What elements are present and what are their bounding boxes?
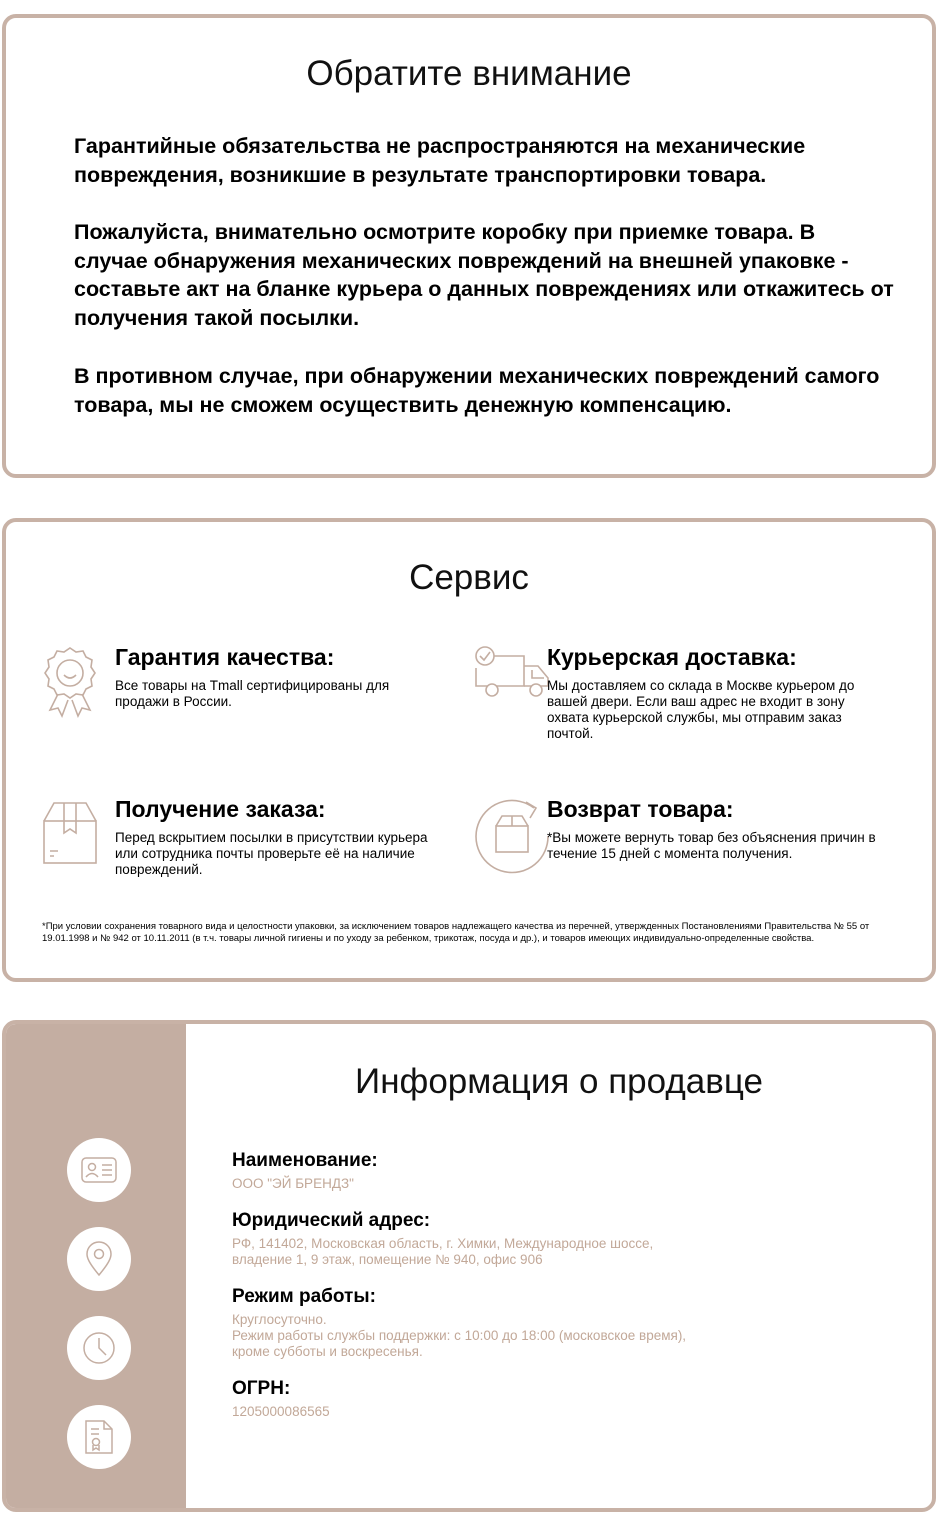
location-pin-icon — [67, 1227, 131, 1291]
delivery-truck-icon — [472, 644, 552, 704]
working-hours-label: Режим работы: — [232, 1286, 376, 1307]
ogrn-label: ОГРН: — [232, 1378, 291, 1399]
id-card-icon — [67, 1138, 131, 1202]
working-hours-value: Круглосуточно. Режим работы службы поддержки: с 10:00 до 18:00 (московское время), кроме субботы и воскресенья. — [232, 1312, 687, 1359]
seller-title: Информация о продавце — [355, 1062, 763, 1101]
attention-paragraph: В противном случае, при обнаружении механических повреждений самого товара, мы не сможем осуществить денежную компенсацию. — [74, 364, 880, 417]
seller-name-value: ООО "ЭЙ БРЕНДЗ" — [232, 1176, 354, 1191]
attention-paragraph: Пожалуйста, внимательно осмотрите коробку при приемке товара. В случае обнаружения механических повреждений на внешней упаковке - составьте акт на бланке курьера о данных повреждениях или откажитесь от получения такой посылки. — [74, 220, 894, 330]
service-title: Сервис — [409, 558, 529, 597]
seller-card — [2, 1020, 936, 1512]
package-box-icon — [40, 796, 100, 872]
service-footnote: *При условии сохранения товарного вида и целостности упаковки, за исключением товаров надлежащего качества из перечней, утвержденных Постановлениями Правительства № 55 от 19.01.1998 и № 942 от 10.11.2011 (в т.ч. товары личной гигиены и по уходу за ребенком, трикотаж, посуда и др.), и товаров имеющих индивидуально-определенные свойства. — [42, 921, 870, 944]
certificate-icon — [67, 1405, 131, 1469]
service-item-title: Гарантия качества: — [115, 644, 335, 670]
attention-paragraph: Гарантийные обязательства не распространяются на механические повреждения, возникшие в результате транспортировки товара. — [74, 134, 806, 187]
legal-address-value: РФ, 141402, Московская область, г. Химки, Международное шоссе, владение 1, 9 этаж, помещение № 940, офис 906 — [232, 1236, 654, 1267]
service-item-title: Возврат товара: — [547, 796, 734, 822]
quality-badge-icon — [40, 644, 100, 720]
attention-card — [2, 14, 936, 478]
service-card — [2, 518, 936, 982]
seller-name-label: Наименование: — [232, 1150, 378, 1171]
seller-sidebar — [6, 1024, 186, 1508]
service-item-title: Курьерская доставка: — [547, 644, 797, 670]
clock-icon — [67, 1316, 131, 1380]
service-item-text: Перед вскрытием посылки в присутствии курьера или сотрудника почты проверьте её на наличие повреждений. — [115, 830, 428, 877]
legal-address-label: Юридический адрес: — [232, 1210, 431, 1231]
service-item-text: Все товары на Tmall сертифицированы для продажи в России. — [115, 678, 390, 709]
service-item-text: *Вы можете вернуть товар без объяснения причин в течение 15 дней с момента получения. — [547, 830, 876, 861]
return-box-icon — [472, 796, 552, 876]
attention-title: Обратите внимание — [306, 54, 632, 93]
ogrn-value: 1205000086565 — [232, 1404, 330, 1419]
service-item-text: Мы доставляем со склада в Москве курьером до вашей двери. Если ваш адрес не входит в зону охвата курьерской службы, мы отправим заказ почтой. — [547, 678, 855, 741]
service-item-title: Получение заказа: — [115, 796, 326, 822]
